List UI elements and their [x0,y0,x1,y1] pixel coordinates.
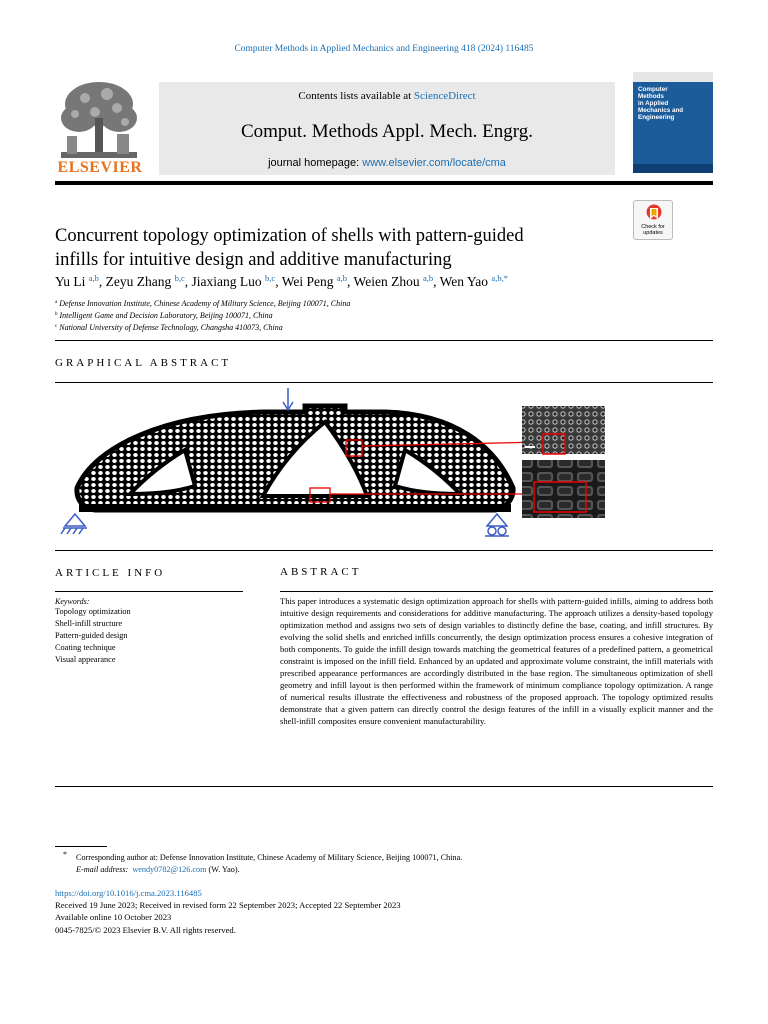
abstract-heading: ABSTRACT [280,566,362,578]
affiliation [55,311,273,320]
microstructure-photo-2 [522,460,605,518]
footnote-mark: * [63,850,67,859]
available-online: Available online 10 October 2023 [55,912,172,923]
journal-masthead [55,72,713,182]
pin-support-icon [61,514,87,534]
email-suffix: (W. Yao). [206,864,240,874]
microstructure-photo-1 [522,406,605,454]
author-name: Zeyu Zhang [105,274,172,289]
publisher-name: ELSEVIER [57,159,143,176]
author-affiliation-mark[interactable]: b,c [174,273,185,283]
bookmark-icon [646,204,662,223]
check-for-updates-label [634,224,672,236]
keyword: Topology optimization [55,607,131,616]
section-rule [55,340,713,341]
footnote-rule [55,846,107,847]
author-affiliation-mark[interactable]: a,b,* [491,273,508,283]
affiliation-text: Defense Innovation Institute, Chinese Academy of Military Science, Beijing 100071, China [59,299,351,308]
section-rule [55,550,713,551]
keyword: Coating technique [55,643,116,652]
keyword: Visual appearance [55,655,116,664]
section-rule [55,786,713,787]
corresponding-author-footnote [65,852,462,875]
abstract-body: This paper introduces a systematic design optimization approach for shells with pattern-guided infills, aiming to address both intuitive design requirements and considerations for additive manufacturing. The approach utilizes a density-based topology optimization method and assigns two sets of design variables to distinctly define the base, coating, and infill structures. By evolving the solid shells and enriched infills concurrently, the design optimization process ensures a cohesive integration of both components. To guide the infill design towards matching the geometrical features of a predefined pattern, a geometrical constraint is imposed on the infill field. Enhanced by an updated and approximate volume constraint, the infill materials with prescribed appearance performances are accordingly distributed in the base region. The simultaneous optimization of shell geometry and infill layout is then performed within the framework of minimum compliance topology optimization. A range of numerical results illustrate the effectiveness and robustness of the proposed approach. The topology optimized results demonstrate that a given pattern can directly control the design features of the infill in a visually explicit manner and the shell-infill composites ensure convenient manufacturability. [280,596,713,726]
email-link[interactable]: wendy0782@126.com [132,864,207,874]
cover-title [638,86,710,121]
corresponding-text: Corresponding author at: Defense Innovation Institute, Chinese Academy of Military Science, Beijing 100071, China. [76,853,463,862]
affiliation-text: National University of Defense Technology, Changsha 410073, China [59,323,283,332]
author-name: Weien Zhou [353,274,420,289]
graphical-abstract-heading: GRAPHICAL ABSTRACT [55,357,232,369]
received-dates: Received 19 June 2023; Received in revised form 22 September 2023; Accepted 22 September 2023 [55,900,401,911]
title-line-1: Concurrent topology optimization of shells with pattern-guided [55,226,524,246]
email-line [76,864,462,876]
title-line-2: infills for intuitive design and additive manufacturing [55,250,452,270]
journal-homepage [159,157,615,169]
contents-availability [159,90,615,102]
footnote-line [65,852,462,864]
author-affiliation-mark[interactable]: a,b [88,273,99,283]
masthead-rule [55,181,713,185]
affiliation-mark: c [55,324,58,329]
journal-title: Comput. Methods Appl. Mech. Engrg. [240,121,534,142]
cover-title-line: Computer [638,86,668,93]
abstract-rule [280,591,713,592]
cover-top-band [633,72,713,82]
check-line-2: updates [643,230,663,236]
cover-title-line: Mechanics and [638,107,684,114]
cover-title-line: Methods [638,93,664,100]
affiliation-mark: b [55,312,58,317]
cover-title-line: Engineering [638,114,675,121]
keyword: Shell-infill structure [55,619,123,628]
graphical-abstract-figure [55,386,713,546]
cover-bottom-band [633,164,713,173]
keyword: Pattern-guided design [55,631,128,640]
affiliation [55,323,283,332]
copyright: 0045-7825/© 2023 Elsevier B.V. All rights reserved. [55,924,236,935]
affiliation [55,299,350,308]
keyword-list [55,606,131,666]
author-affiliation-mark[interactable]: a,b [336,273,348,283]
section-rule [55,382,713,383]
roller-support-icon [485,514,509,536]
affiliation-text: Intelligent Game and Decision Laboratory, Beijing 100071, China [59,311,273,320]
author-name: Yu Li [55,274,86,289]
author-list: Yu Li $^{a,b}$, Zeyu Zhang $^{b,c}$, Jiaxiang Luo $^{b,c}$, Wei Peng $^{a,b}$, Weien Zhou $^{a,b}$, Wen Yao $^{a,b,*}$ [55,273,508,289]
article-info-rule [55,591,243,592]
doi-link[interactable]: https://doi.org/10.1016/j.cma.2023.116485 [55,888,202,898]
load-arrow-icon [283,388,293,410]
author-affiliation-mark[interactable]: a,b [422,273,434,283]
article-info-heading: ARTICLE INFO [55,567,166,579]
contents-prefix: Contents lists available at [298,90,414,102]
author-name: Wei Peng [281,274,334,289]
author-name: Jiaxiang Luo [191,274,262,289]
check-line-1: Check for [641,224,665,230]
affiliation-mark: a [55,300,58,305]
author-name: Wen Yao [439,274,489,289]
optimized-shell-structure [77,406,513,512]
journal-header-box [159,82,615,175]
homepage-prefix: journal homepage: [268,157,363,169]
check-for-updates-button[interactable] [633,200,673,240]
journal-cover[interactable] [633,72,713,173]
paper-title [55,224,615,272]
keywords-label: Keywords: [55,597,90,606]
publication-info [55,887,401,936]
cover-title-line: in Applied [638,100,669,107]
email-label: E-mail address: [76,864,129,874]
journal-citation[interactable]: Computer Methods in Applied Mechanics and Engineering 418 (2024) 116485 [234,44,534,54]
author-affiliation-mark[interactable]: b,c [265,273,276,283]
sciencedirect-link[interactable]: ScienceDirect [413,90,476,102]
journal-homepage-link[interactable]: www.elsevier.com/locate/cma [362,157,506,169]
